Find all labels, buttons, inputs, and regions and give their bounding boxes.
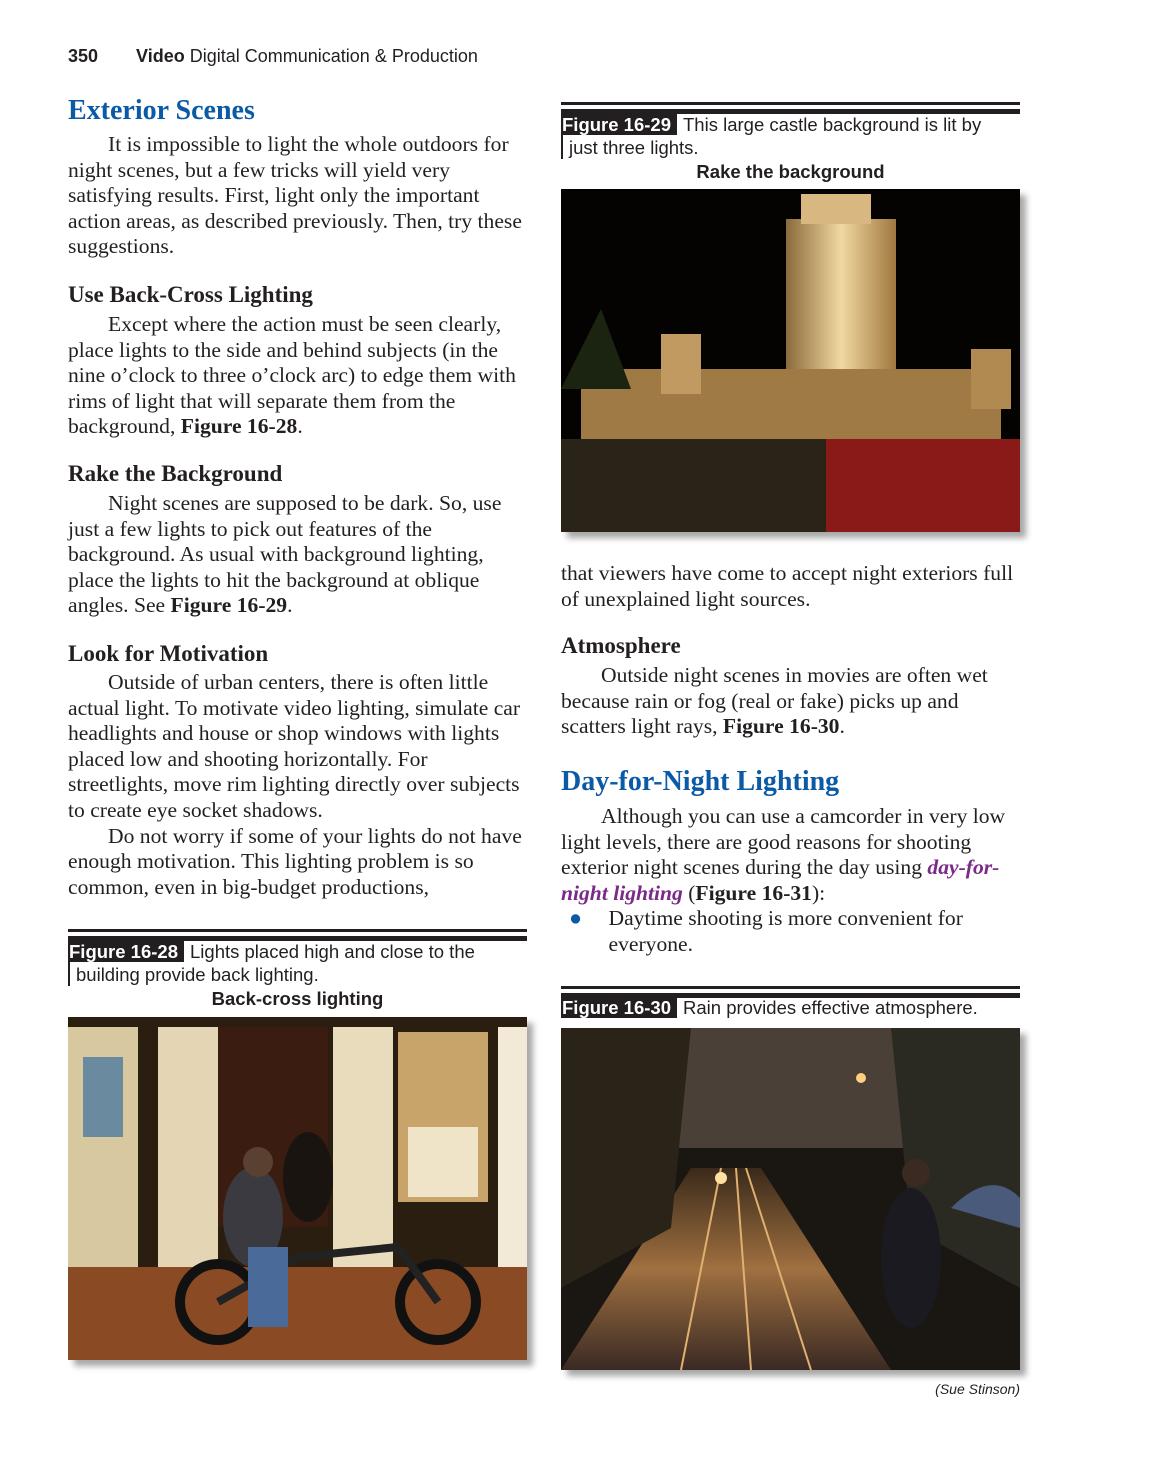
photo-castle-illustration xyxy=(561,189,1020,532)
photo-rainy-street xyxy=(561,1028,1020,1370)
page-number: 350 xyxy=(68,46,99,66)
paragraph-rake: Night scenes are supposed to be dark. So, use just a few lights to pick out features of the background. As usual with background lighting, place the lights to hit the background at oblique angles. See Figure 16-29. xyxy=(68,491,502,618)
photo-castle-night xyxy=(561,189,1020,532)
paragraph-exterior xyxy=(68,132,530,260)
figure-16-30-caption xyxy=(561,996,1007,1019)
figure-number: Figure 16-28 xyxy=(68,941,184,962)
photo-motorcycle-storefront xyxy=(68,1017,527,1360)
paragraph-back-cross: Except where the action must be seen clearly, place lights to the side and behind subjects (in the nine o’clock to three o’clock arc) to edge them with rims of light that will separate them from the background, Figure 16-28. xyxy=(68,312,516,439)
figure-ref: Figure 16-28 xyxy=(180,414,298,439)
bullet-text: Daytime shooting is more convenient for everyone. xyxy=(608,906,963,956)
heading-day-for-night: Day-for-Night Lighting xyxy=(561,766,840,797)
paragraph-text: Except where the action must be seen clearly, place lights to the side and behind subjects (in the nine o’clock to three o’clock arc) to edge them with rims of light that will separate them from the background, xyxy=(68,312,516,439)
figure-16-29-subtitle: Rake the background xyxy=(696,161,885,182)
paragraph-day-for-night xyxy=(561,804,1023,906)
figure-number: Figure 16-29 xyxy=(561,114,677,135)
paragraph-text: Do not worry if some of your lights do not have enough motivation. This lighting problem is so common, even in big-budget productions, xyxy=(68,823,522,899)
figure-ref: Figure 16-30 xyxy=(722,714,840,739)
heading-motivation: Look for Motivation xyxy=(68,641,269,666)
key-term: day-for-night lighting xyxy=(561,855,1000,905)
running-header xyxy=(68,46,478,67)
figure-ref: Figure 16-31 xyxy=(695,880,812,905)
paren: ): xyxy=(811,880,826,905)
caption-text: This large castle background is lit by just three lights. xyxy=(569,114,982,158)
photo-street-illustration xyxy=(561,1028,1020,1370)
heading-back-cross: Use Back-Cross Lighting xyxy=(68,282,313,307)
heading-rake: Rake the Background xyxy=(68,461,283,486)
caption-text: Rain provides effective atmosphere. xyxy=(683,997,978,1018)
caption-text: Lights placed high and close to the building provide back lighting. xyxy=(76,941,475,985)
bullet-icon: ● xyxy=(569,906,583,930)
paragraph-text: It is impossible to light the whole outdoors for night scenes, but a few tricks will yield very satisfying results. First, light only the important action areas, as described previously. Then, try these suggestions. xyxy=(68,132,522,259)
paragraph-atmosphere: Outside night scenes in movies are often wet because rain or fog (real or fake) picks up and scatters light rays, Figure 16-30. xyxy=(561,663,988,739)
photo-motorcycle-illustration xyxy=(68,1017,527,1360)
figure-16-29-caption xyxy=(561,113,1009,159)
figure-ref: Figure 16-29 xyxy=(170,593,288,618)
bullet-item xyxy=(561,906,1023,957)
paragraph-text: Night scenes are supposed to be dark. So, use just a few lights to pick out features of the background. As usual with background lighting, place the lights to hit the background at oblique angles. See xyxy=(68,491,502,618)
heading-exterior-scenes: Exterior Scenes xyxy=(68,95,255,126)
paragraph-text: Outside of urban centers, there is often little actual light. To motivate video lighting, simulate car headlights and house or shop windows with lights placed low and shooting horizontally. For streetlights, move rim lighting directly over subjects to create eye socket shadows. xyxy=(68,670,521,822)
paren: ( xyxy=(682,880,696,905)
heading-atmosphere: Atmosphere xyxy=(561,633,681,658)
paragraph-continued: that viewers have come to accept night exteriors full of unexplained light sources. xyxy=(561,561,1014,611)
photo-credit: (Sue Stinson) xyxy=(935,1381,1020,1397)
figure-16-28-subtitle: Back-cross lighting xyxy=(211,988,384,1009)
book-title: Digital Communication & Production xyxy=(189,46,478,66)
figure-number: Figure 16-30 xyxy=(561,997,677,1018)
paragraph-motivation xyxy=(68,670,530,900)
paragraph-text: Although you can use a camcorder in very low light levels, there are good reasons for shooting exterior night scenes during the day using xyxy=(561,804,1006,880)
paragraph-text: Outside night scenes in movies are often wet because rain or fog (real or fake) picks up and scatters light rays, xyxy=(561,663,988,739)
book-title-bold: Video xyxy=(136,46,185,66)
figure-16-28-caption xyxy=(68,940,496,986)
